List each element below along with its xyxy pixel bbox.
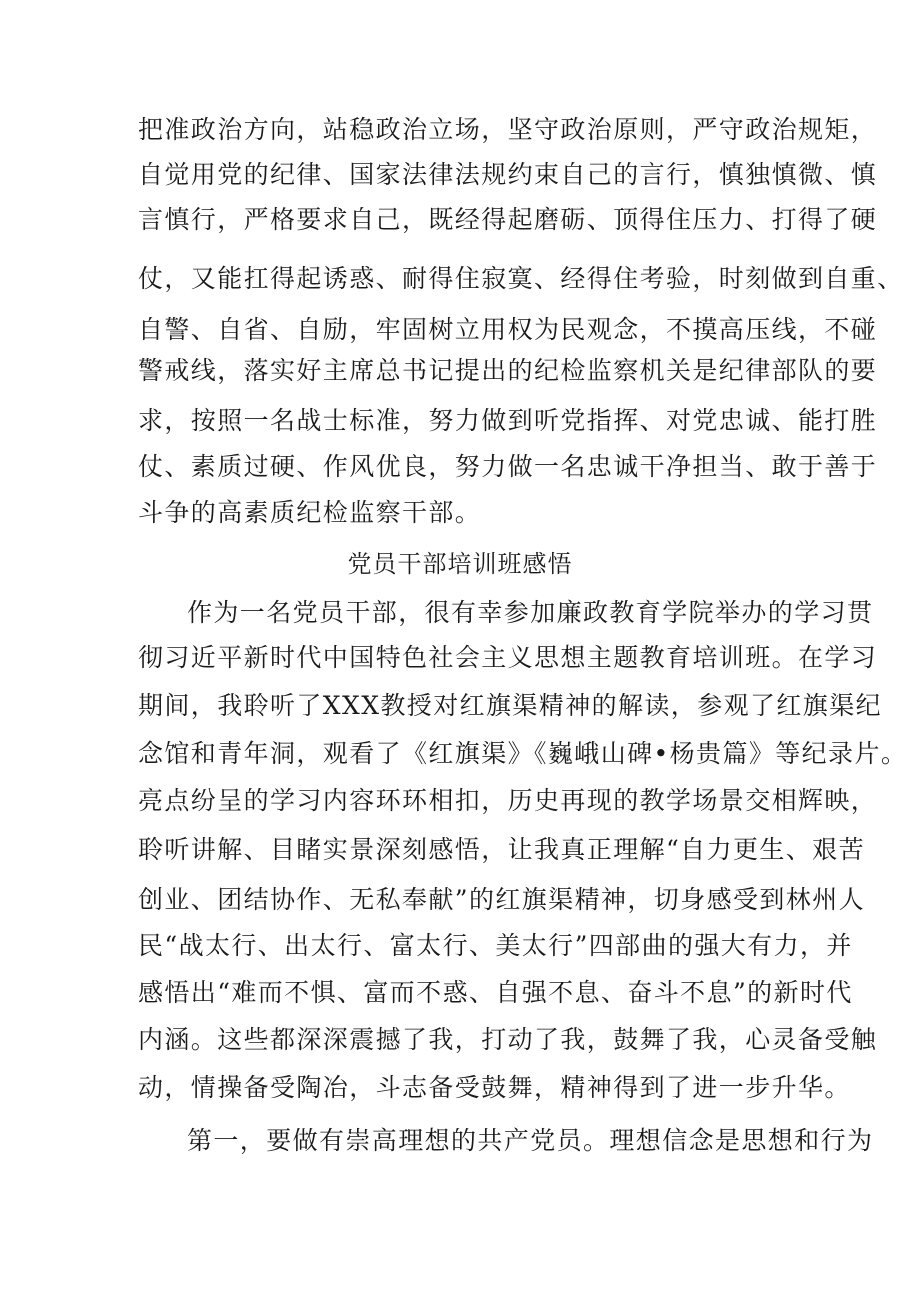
body-text-line: 念馆和青年洞，观看了《红旗渠》《巍峨山碑•杨贵篇》等纪录片。 [138,739,908,768]
body-text-line: 言慎行，严格要求自己，既经得起磨砺、顶得住压力、打得了硬 [138,205,878,234]
body-text-line: 创业、团结协作、无私奉献”的红旗渠精神，切身感受到林州人 [138,885,865,914]
body-text-line: 自觉用党的纪律、国家法律法规约束自己的言行，慎独慎微、慎 [138,160,878,189]
body-text-line: 动，情操备受陶冶，斗志备受鼓舞，精神得到了进一步升华。 [138,1073,851,1102]
body-text-line: 斗争的高素质纪检监察干部。 [138,498,482,527]
section-heading: 党员干部培训班感悟 [347,550,573,578]
body-text-line: 内涵。这些都深深震撼了我，打动了我，鼓舞了我，心灵备受触 [138,1025,878,1054]
body-text-line: 把准政治方向，站稳政治立场，坚守政治原则，严守政治规矩， [138,115,878,144]
body-text-line: 求，按照一名战士标准，努力做到听党指挥、对党忠诚、能打胜 [138,406,878,435]
body-text-line: 作为一名党员干部，很有幸参加廉政教育学院举办的学习贯 [187,598,874,627]
body-text-line: 聆听讲解、目睹实景深刻感悟，让我真正理解“自力更生、艰苦 [138,835,865,864]
body-text-line: 亮点纷呈的学习内容环环相扣，历史再现的教学场景交相辉映， [138,786,878,815]
body-text-line: 感悟出“难而不惧、富而不惑、自强不息、奋斗不息”的新时代 [138,978,853,1007]
body-text-line: 期间，我聆听了XXX教授对红旗渠精神的解读，参观了红旗渠纪 [138,691,882,720]
body-text-line: 第一，要做有崇高理想的共产党员。理想信念是思想和行为 [187,1126,874,1155]
body-text-line: 自警、自省、自励，牢固树立用权为民观念，不摸高压线，不碰 [138,315,878,344]
body-text-line: 仗，又能扛得起诱惑、耐得住寂寞、经得住考验，时刻做到自重、 [138,264,904,293]
body-text-line: 仗、素质过硬、作风优良，努力做一名忠诚干净担当、敢于善于 [138,452,878,481]
body-text-line: 民“战太行、出太行、富太行、美太行”四部曲的强大有力，并 [138,931,853,960]
body-text-line: 警戒线，落实好主席总书记提出的纪检监察机关是纪律部队的要 [138,356,878,385]
body-text-line: 彻习近平新时代中国特色社会主义思想主题教育培训班。在学习 [138,643,878,672]
